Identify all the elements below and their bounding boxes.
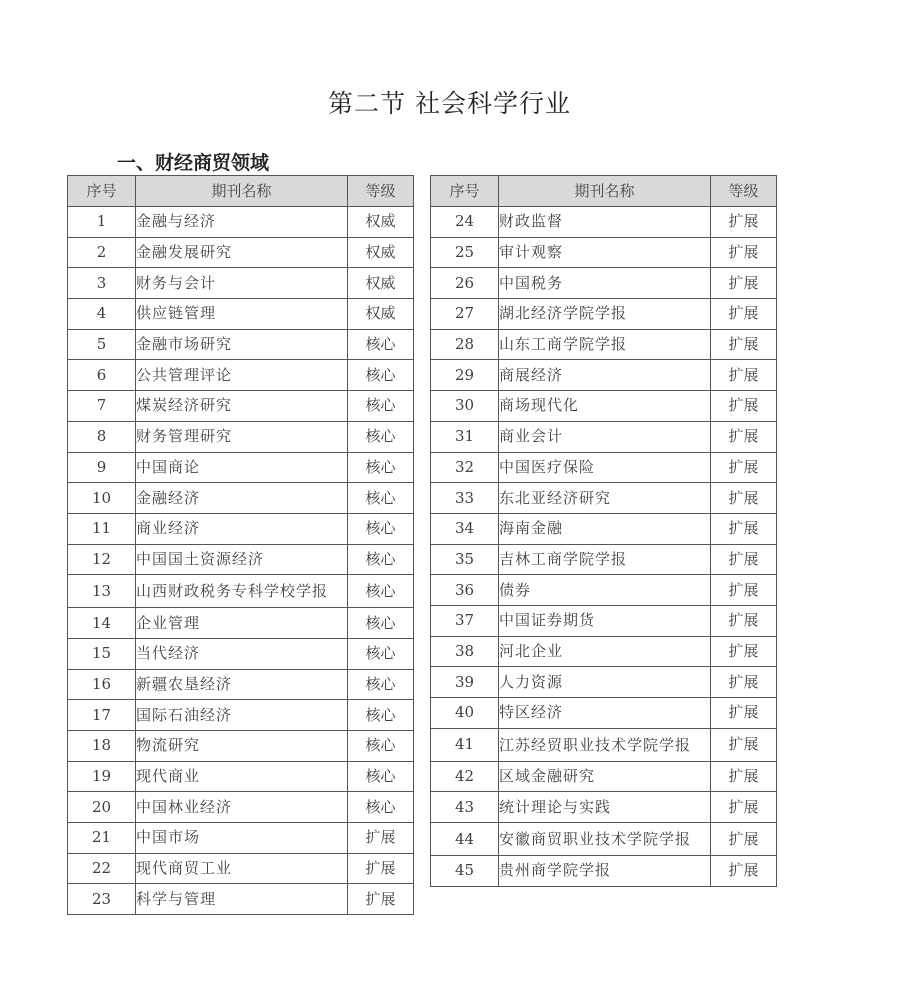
row-number: 14 [68, 608, 136, 639]
journal-name: 金融与经济 [136, 207, 348, 238]
table-row [68, 421, 414, 452]
journal-name: 公共管理评论 [136, 360, 348, 391]
table-row [431, 483, 777, 514]
journal-table-left [67, 175, 414, 915]
journal-name: 商业会计 [499, 421, 711, 452]
table-row [68, 853, 414, 884]
table-row [431, 329, 777, 360]
table-row [431, 636, 777, 667]
row-number: 4 [68, 299, 136, 330]
table-row [68, 638, 414, 669]
row-number: 15 [68, 638, 136, 669]
journal-level: 权威 [348, 207, 414, 238]
row-number: 32 [431, 452, 499, 483]
journal-level: 核心 [348, 513, 414, 544]
journal-level: 扩展 [711, 513, 777, 544]
journal-name: 河北企业 [499, 636, 711, 667]
table-row [431, 792, 777, 823]
table-row [431, 823, 777, 856]
table-body-right [431, 207, 777, 887]
table-row [68, 575, 414, 608]
table-row [68, 391, 414, 422]
journal-name: 安徽商贸职业技术学院学报 [499, 823, 711, 856]
journal-level: 扩展 [711, 761, 777, 792]
table-row [68, 761, 414, 792]
journal-name: 商业经济 [136, 513, 348, 544]
journal-name: 江苏经贸职业技术学院学报 [499, 728, 711, 761]
table-row [431, 856, 777, 887]
journal-level: 扩展 [348, 884, 414, 915]
table-row [431, 728, 777, 761]
row-number: 3 [68, 268, 136, 299]
journal-name: 中国市场 [136, 823, 348, 854]
journal-name: 金融市场研究 [136, 329, 348, 360]
journal-level: 核心 [348, 544, 414, 575]
journal-name: 中国税务 [499, 268, 711, 299]
journal-level: 核心 [348, 391, 414, 422]
journal-level: 核心 [348, 421, 414, 452]
row-number: 37 [431, 605, 499, 636]
row-number: 17 [68, 700, 136, 731]
table-row [68, 329, 414, 360]
row-number: 35 [431, 544, 499, 575]
table-row [68, 544, 414, 575]
journal-name: 新疆农垦经济 [136, 669, 348, 700]
row-number: 16 [68, 669, 136, 700]
row-number: 10 [68, 483, 136, 514]
journal-level: 扩展 [711, 268, 777, 299]
journal-level: 核心 [348, 700, 414, 731]
journal-level: 扩展 [711, 667, 777, 698]
row-number: 39 [431, 667, 499, 698]
journal-name: 财务与会计 [136, 268, 348, 299]
journal-name: 财务管理研究 [136, 421, 348, 452]
row-number: 12 [68, 544, 136, 575]
journal-name: 中国商论 [136, 452, 348, 483]
journal-name: 审计观察 [499, 237, 711, 268]
journal-name: 山西财政税务专科学校学报 [136, 575, 348, 608]
row-number: 2 [68, 237, 136, 268]
row-number: 45 [431, 856, 499, 887]
table-row [431, 421, 777, 452]
journal-name: 特区经济 [499, 698, 711, 729]
row-number: 27 [431, 299, 499, 330]
row-number: 41 [431, 728, 499, 761]
row-number: 28 [431, 329, 499, 360]
table-row [431, 452, 777, 483]
journal-level: 扩展 [711, 237, 777, 268]
journal-name: 财政监督 [499, 207, 711, 238]
table-header-row [431, 176, 777, 207]
journal-level: 核心 [348, 329, 414, 360]
journal-level: 扩展 [711, 728, 777, 761]
row-number: 34 [431, 513, 499, 544]
journal-name: 人力资源 [499, 667, 711, 698]
journal-level: 扩展 [711, 575, 777, 606]
page-title: 第二节 社会科学行业 [328, 89, 571, 118]
header-level: 等级 [711, 176, 777, 207]
row-number: 7 [68, 391, 136, 422]
row-number: 20 [68, 792, 136, 823]
journal-level: 扩展 [711, 792, 777, 823]
table-row [431, 544, 777, 575]
table-row [68, 823, 414, 854]
table-row [68, 268, 414, 299]
section-title: 一、财经商贸领域 [117, 152, 270, 174]
row-number: 6 [68, 360, 136, 391]
journal-name: 科学与管理 [136, 884, 348, 915]
journal-name: 企业管理 [136, 608, 348, 639]
journal-level: 扩展 [711, 856, 777, 887]
row-number: 30 [431, 391, 499, 422]
journal-name: 物流研究 [136, 731, 348, 762]
row-number: 21 [68, 823, 136, 854]
table-row [68, 669, 414, 700]
journal-level: 核心 [348, 452, 414, 483]
table-row [431, 761, 777, 792]
header-no: 序号 [431, 176, 499, 207]
journal-level: 核心 [348, 638, 414, 669]
journal-level: 扩展 [711, 329, 777, 360]
table-row [431, 237, 777, 268]
journal-level: 核心 [348, 575, 414, 608]
table-row [431, 605, 777, 636]
row-number: 9 [68, 452, 136, 483]
journal-name: 区域金融研究 [499, 761, 711, 792]
header-name: 期刊名称 [499, 176, 711, 207]
journal-name: 商展经济 [499, 360, 711, 391]
table-row [431, 360, 777, 391]
journal-level: 扩展 [711, 544, 777, 575]
journal-name: 中国林业经济 [136, 792, 348, 823]
journal-level: 核心 [348, 731, 414, 762]
row-number: 40 [431, 698, 499, 729]
journal-level: 核心 [348, 608, 414, 639]
journal-name: 债券 [499, 575, 711, 606]
journal-level: 扩展 [711, 207, 777, 238]
table-header-row [68, 176, 414, 207]
journal-name: 商场现代化 [499, 391, 711, 422]
row-number: 18 [68, 731, 136, 762]
row-number: 26 [431, 268, 499, 299]
table-row [68, 700, 414, 731]
journal-name: 统计理论与实践 [499, 792, 711, 823]
journal-level: 核心 [348, 761, 414, 792]
journal-level: 扩展 [348, 853, 414, 884]
journal-name: 贵州商学院学报 [499, 856, 711, 887]
table-row [68, 608, 414, 639]
row-number: 11 [68, 513, 136, 544]
journal-name: 煤炭经济研究 [136, 391, 348, 422]
row-number: 8 [68, 421, 136, 452]
table-body-left [68, 207, 414, 915]
journal-level: 扩展 [711, 299, 777, 330]
journal-level: 核心 [348, 360, 414, 391]
journal-level: 扩展 [711, 360, 777, 391]
table-row [68, 792, 414, 823]
journal-level: 权威 [348, 268, 414, 299]
journal-name: 海南金融 [499, 513, 711, 544]
row-number: 31 [431, 421, 499, 452]
table-row [431, 698, 777, 729]
table-row [68, 884, 414, 915]
row-number: 36 [431, 575, 499, 606]
row-number: 43 [431, 792, 499, 823]
table-row [68, 299, 414, 330]
row-number: 38 [431, 636, 499, 667]
journal-name: 山东工商学院学报 [499, 329, 711, 360]
journal-name: 供应链管理 [136, 299, 348, 330]
table-row [431, 575, 777, 606]
journal-level: 核心 [348, 792, 414, 823]
journal-table-right [430, 175, 777, 887]
header-name: 期刊名称 [136, 176, 348, 207]
row-number: 25 [431, 237, 499, 268]
row-number: 29 [431, 360, 499, 391]
table-row [431, 391, 777, 422]
journal-name: 中国国土资源经济 [136, 544, 348, 575]
journal-name: 中国证券期货 [499, 605, 711, 636]
row-number: 19 [68, 761, 136, 792]
table-row [68, 237, 414, 268]
table-row [68, 731, 414, 762]
row-number: 22 [68, 853, 136, 884]
journal-level: 扩展 [711, 452, 777, 483]
journal-level: 核心 [348, 669, 414, 700]
journal-level: 扩展 [711, 421, 777, 452]
header-level: 等级 [348, 176, 414, 207]
journal-level: 扩展 [348, 823, 414, 854]
row-number: 44 [431, 823, 499, 856]
table-row [431, 268, 777, 299]
table-row [68, 452, 414, 483]
row-number: 1 [68, 207, 136, 238]
journal-level: 权威 [348, 299, 414, 330]
table-row [431, 667, 777, 698]
table-row [431, 207, 777, 238]
header-no: 序号 [68, 176, 136, 207]
journal-level: 权威 [348, 237, 414, 268]
row-number: 13 [68, 575, 136, 608]
journal-name: 湖北经济学院学报 [499, 299, 711, 330]
table-row [68, 207, 414, 238]
table-row [68, 483, 414, 514]
journal-level: 扩展 [711, 698, 777, 729]
journal-level: 扩展 [711, 636, 777, 667]
journal-name: 金融发展研究 [136, 237, 348, 268]
journal-level: 扩展 [711, 823, 777, 856]
journal-level: 扩展 [711, 605, 777, 636]
journal-level: 扩展 [711, 391, 777, 422]
row-number: 33 [431, 483, 499, 514]
journal-name: 现代商业 [136, 761, 348, 792]
row-number: 5 [68, 329, 136, 360]
table-row [431, 513, 777, 544]
journal-name: 国际石油经济 [136, 700, 348, 731]
journal-name: 金融经济 [136, 483, 348, 514]
journal-name: 现代商贸工业 [136, 853, 348, 884]
journal-name: 中国医疗保险 [499, 452, 711, 483]
table-row [68, 360, 414, 391]
journal-level: 扩展 [711, 483, 777, 514]
table-row [68, 513, 414, 544]
table-row [431, 299, 777, 330]
journal-name: 吉林工商学院学报 [499, 544, 711, 575]
journal-level: 核心 [348, 483, 414, 514]
row-number: 42 [431, 761, 499, 792]
row-number: 24 [431, 207, 499, 238]
journal-name: 东北亚经济研究 [499, 483, 711, 514]
row-number: 23 [68, 884, 136, 915]
journal-name: 当代经济 [136, 638, 348, 669]
